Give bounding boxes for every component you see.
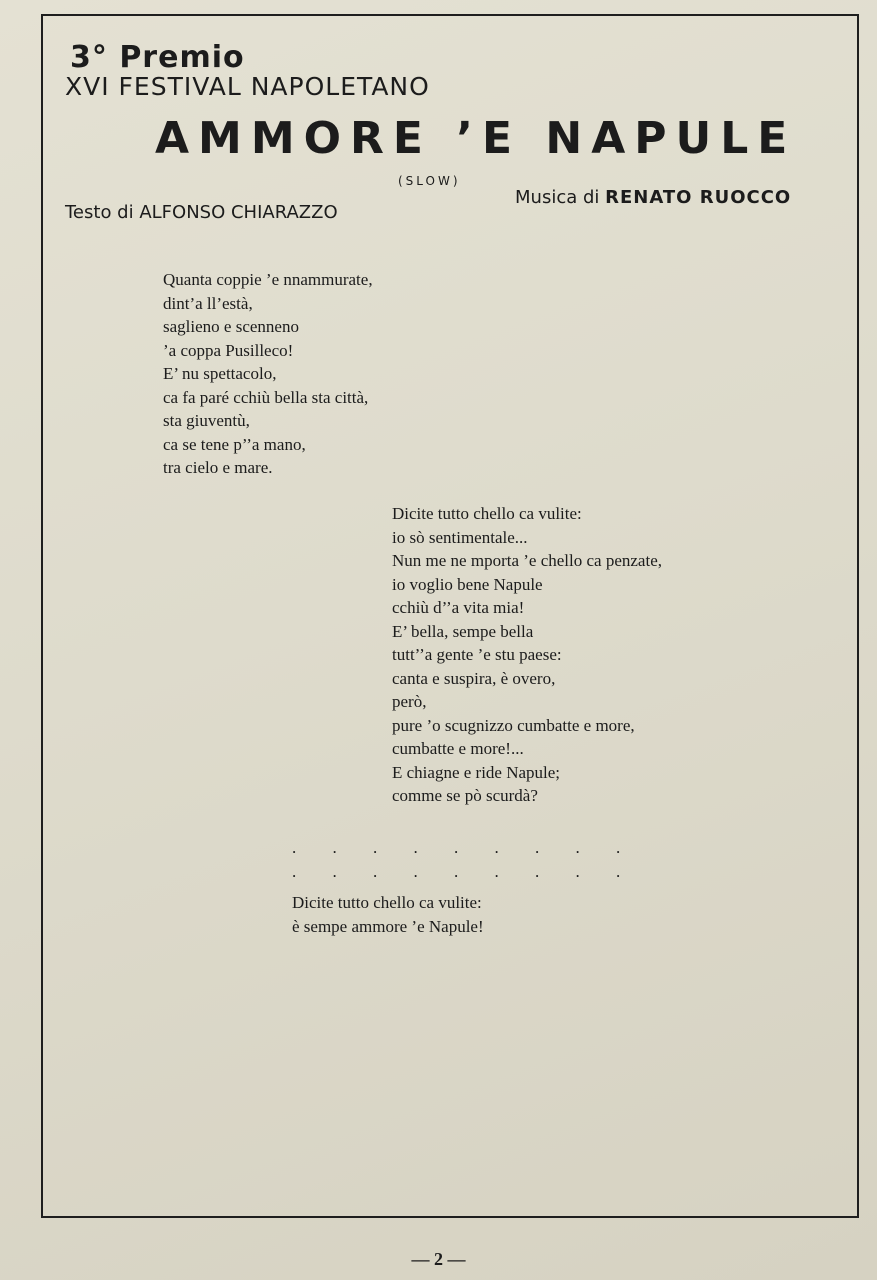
lyric-line: Dicite tutto chello ca vulite: xyxy=(392,504,582,523)
lyric-line: comme se pò scurdà? xyxy=(392,786,538,805)
lyric-line: cumbatte e more!... xyxy=(392,739,524,758)
ellipsis-dots: . . . . . . . . . xyxy=(292,838,637,857)
lyric-line: io voglio bene Napule xyxy=(392,574,543,594)
festival-name: XVI FESTIVAL NAPOLETANO xyxy=(65,72,430,101)
lyric-line: sta giuventù, xyxy=(163,411,250,430)
lyric-line: E chiagne e ride Napule; xyxy=(392,762,561,782)
lyric-line: ca fa paré cchiù bella sta città, xyxy=(163,387,369,407)
lyric-line: è sempe ammore ’e Napule! xyxy=(292,916,484,936)
lyric-line: canta e suspira, è overo, xyxy=(392,668,556,688)
stanza-2 xyxy=(392,502,662,808)
stanza-1 xyxy=(163,268,373,480)
composer-credit xyxy=(515,187,791,208)
lyric-line: ’a coppa Pusilleco! xyxy=(163,340,294,360)
lyric-line: saglieno e scenneno xyxy=(163,317,299,336)
lyric-line: però, xyxy=(392,692,427,711)
lyric-line: tutt’’a gente ’e stu paese: xyxy=(392,645,562,664)
lyric-line: E’ bella, sempe bella xyxy=(392,621,534,641)
composer-prefix: Musica di xyxy=(515,187,606,208)
lyric-line: tra cielo e mare. xyxy=(163,458,273,477)
lyric-line: dint’a ll’està, xyxy=(163,293,253,313)
lyric-line: ca se tene p’’a mano, xyxy=(163,434,306,454)
song-subtitle: (SLOW) xyxy=(398,174,461,188)
song-title: AMMORE ’E NAPULE xyxy=(155,113,797,164)
stanza-3 xyxy=(292,891,484,938)
lyric-line: Quanta coppie ’e nnammurate, xyxy=(163,270,373,289)
lyric-line: pure ’o scugnizzo cumbatte e more, xyxy=(392,715,635,735)
lyric-line: Nun me ne mporta ’e chello ca penzate, xyxy=(392,551,662,570)
lyric-line: io sò sentimentale... xyxy=(392,527,528,547)
composer-name: RENATO RUOCCO xyxy=(605,187,792,208)
lyric-line: E’ nu spettacolo, xyxy=(163,364,277,383)
page-number: — 2 — xyxy=(411,1249,466,1269)
ellipsis-dots: . . . . . . . . . xyxy=(292,862,637,881)
lyricist-credit: Testo di ALFONSO CHIARAZZO xyxy=(65,202,338,223)
prize-label: 3° Premio xyxy=(70,40,245,75)
lyric-line: cchiù d’’a vita mia! xyxy=(392,598,525,617)
lyric-line: Dicite tutto chello ca vulite: xyxy=(292,893,482,912)
